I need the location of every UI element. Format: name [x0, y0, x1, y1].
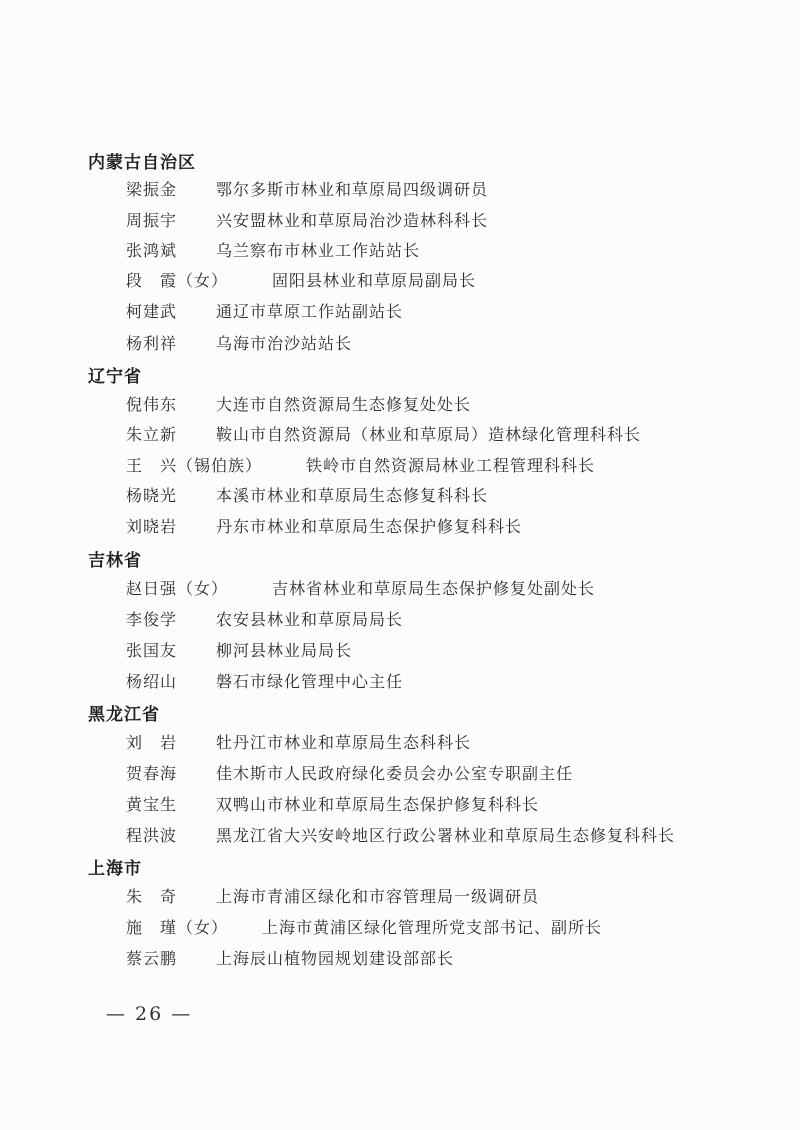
- list-item: [126, 823, 675, 846]
- person-name: 梁振金: [126, 180, 178, 199]
- list-item: [126, 514, 522, 537]
- list-item: [126, 607, 403, 630]
- person-name: 倪伟东: [126, 395, 178, 414]
- list-item: [126, 453, 595, 476]
- list-item: [126, 268, 476, 291]
- person-name: 张国友: [126, 641, 178, 660]
- person-title: 乌兰察布市林业工作站站长: [216, 241, 421, 260]
- person-title: 丹东市林业和草原局生态保护修复科科长: [216, 517, 523, 536]
- list-item: [126, 238, 420, 261]
- list-item: [126, 946, 454, 969]
- person-name: 朱立新: [126, 425, 178, 444]
- list-item: [126, 483, 488, 506]
- region-heading: 辽宁省: [88, 367, 142, 387]
- region-heading: 黑龙江省: [88, 705, 160, 725]
- person-title: 本溪市林业和草原局生态修复科科长: [216, 486, 489, 505]
- person-title: 鞍山市自然资源局（林业和草原局）造林绿化管理科科长: [216, 425, 642, 444]
- person-title: 铁岭市自然资源局林业工程管理科科长: [306, 456, 596, 475]
- person-name: 赵日强（女）: [126, 579, 229, 598]
- person-name: 王 兴（锡伯族）: [126, 456, 263, 475]
- person-title: 上海辰山植物园规划建设部部长: [216, 949, 455, 968]
- list-item: [126, 792, 539, 815]
- list-item: [126, 669, 403, 692]
- list-item: [126, 331, 352, 354]
- list-item: [126, 208, 488, 231]
- person-name: 柯建武: [126, 302, 178, 321]
- person-title: 大连市自然资源局生态修复处处长: [216, 395, 472, 414]
- person-title: 吉林省林业和草原局生态保护修复处副处长: [272, 579, 596, 598]
- list-item: [126, 576, 595, 599]
- list-item: [126, 392, 471, 415]
- person-name: 贺春海: [126, 764, 178, 783]
- list-item: [126, 884, 539, 907]
- person-name: 程洪波: [126, 826, 178, 845]
- person-title: 固阳县林业和草原局副局长: [272, 271, 477, 290]
- person-title: 鄂尔多斯市林业和草原局四级调研员: [216, 180, 489, 199]
- region-heading: 内蒙古自治区: [88, 153, 196, 173]
- person-name: 刘 岩: [126, 733, 178, 752]
- person-title: 乌海市治沙站站长: [216, 334, 353, 353]
- person-title: 上海市黄浦区绿化管理所党支部书记、副所长: [262, 918, 603, 937]
- person-title: 兴安盟林业和草原局治沙造林科科长: [216, 211, 489, 230]
- list-item: [126, 730, 471, 753]
- list-item: [126, 177, 488, 200]
- person-name: 黄宝生: [126, 795, 178, 814]
- person-name: 杨绍山: [126, 672, 178, 691]
- person-name: 杨利祥: [126, 334, 178, 353]
- person-title: 黑龙江省大兴安岭地区行政公署林业和草原局生态修复科科长: [216, 826, 676, 845]
- person-title: 磐石市绿化管理中心主任: [216, 672, 404, 691]
- person-title: 柳河县林业局局长: [216, 641, 353, 660]
- person-title: 上海市青浦区绿化和市容管理局一级调研员: [216, 887, 540, 906]
- list-item: [126, 422, 641, 445]
- person-name: 杨晓光: [126, 486, 178, 505]
- region-heading: 吉林省: [88, 551, 142, 571]
- person-name: 朱 奇: [126, 887, 178, 906]
- list-item: [126, 299, 403, 322]
- person-title: 牡丹江市林业和草原局生态科科长: [216, 733, 472, 752]
- person-name: 段 霞（女）: [126, 271, 229, 290]
- list-item: [126, 915, 602, 938]
- page-number: — 26 —: [106, 1003, 193, 1025]
- region-heading: 上海市: [88, 859, 142, 879]
- person-name: 蔡云鹏: [126, 949, 178, 968]
- person-title: 佳木斯市人民政府绿化委员会办公室专职副主任: [216, 764, 574, 783]
- person-title: 农安县林业和草原局局长: [216, 610, 404, 629]
- list-item: [126, 638, 352, 661]
- person-name: 周振宇: [126, 211, 178, 230]
- person-name: 施 瑾（女）: [126, 918, 229, 937]
- person-name: 李俊学: [126, 610, 178, 629]
- person-title: 双鸭山市林业和草原局生态保护修复科科长: [216, 795, 540, 814]
- list-item: [126, 761, 573, 784]
- person-name: 张鸿斌: [126, 241, 178, 260]
- person-name: 刘晓岩: [126, 517, 178, 536]
- person-title: 通辽市草原工作站副站长: [216, 302, 404, 321]
